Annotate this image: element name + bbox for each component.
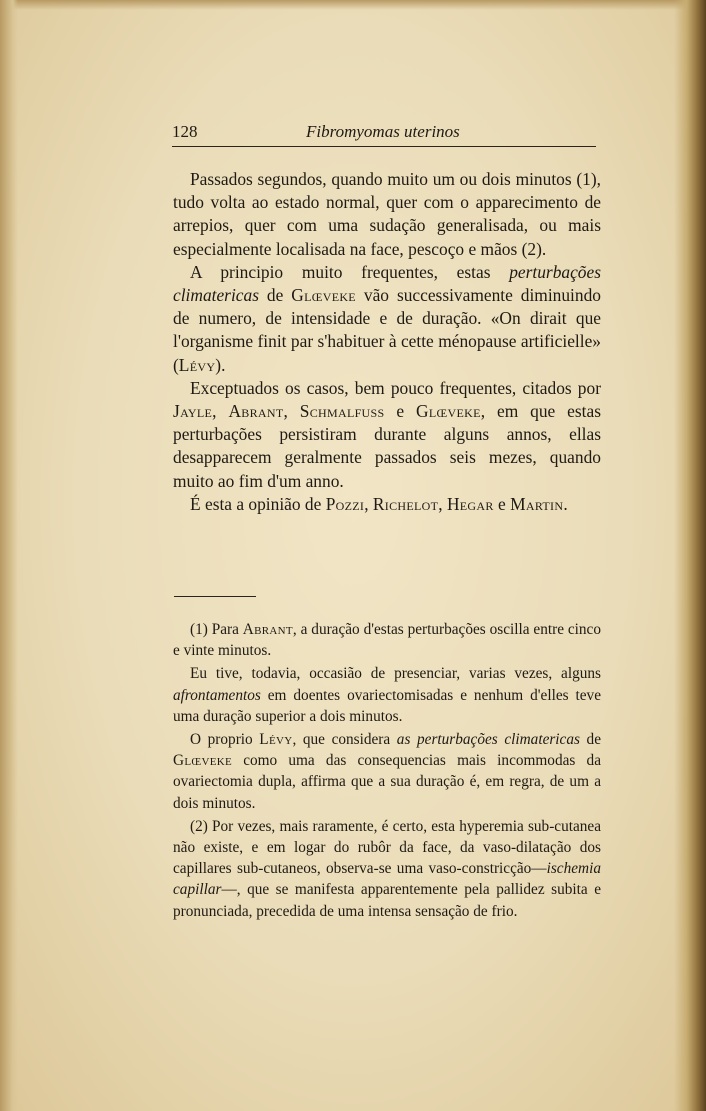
author-name: Lévy bbox=[178, 354, 216, 375]
author-name: Glœveke bbox=[291, 285, 356, 306]
author-name: Glœveke bbox=[173, 752, 232, 770]
footnote: (2) Por vezes, mais raramente, é certo, esta hyperemia sub-cutanea não existe, e em logar do rubôr da face, da vaso-dilatação dos capillares sub-cutaneos, observa-se uma vaso-constricção—ischemia capillar—, que se manifesta apparentemente pela pallidez subita e pronunciada, precedida de uma intensa sensação de frio. bbox=[173, 817, 601, 920]
footnote: (1) Para Abrant, a duração d'estas perturbações oscilla entre cinco e vinte minutos. bbox=[173, 621, 601, 660]
author-name: Pozzi bbox=[325, 493, 365, 514]
author-name: Richelot bbox=[372, 493, 439, 514]
author-name: Martin bbox=[510, 493, 564, 514]
footnote: Eu tive, todavia, occasião de presenciar, varias vezes, alguns afrontamentos em doentes ovariectomisadas e nenhum d'elles teve uma duração superior a dois minutos. bbox=[173, 665, 601, 725]
footnote: O proprio Lévy, que considera as perturbações climatericas de Glœveke como uma das consequencias mais incommodas da ovariectomia dupla, affirma que a sua duração é, em regra, de um a dois minutos. bbox=[173, 731, 601, 812]
author-name: Abrant bbox=[228, 401, 284, 422]
running-header bbox=[172, 120, 596, 144]
footnote-rule bbox=[174, 596, 256, 597]
author-name: Hegar bbox=[446, 493, 494, 514]
header-rule bbox=[172, 146, 596, 147]
author-name: Lévy bbox=[259, 731, 293, 749]
footnotes bbox=[173, 619, 601, 924]
main-text bbox=[173, 168, 601, 516]
running-title: Fibromyomas uterinos bbox=[306, 122, 460, 141]
page-top-edge bbox=[0, 0, 706, 10]
paragraph: A principio muito frequentes, estas perturbações climatericas de Glœveke vão successivamente diminuindo de numero, de intensidade e de duração. «On dirait que l'organisme finit par s'habituer à cette ménopause artificielle» (Lévy). bbox=[173, 261, 601, 375]
paragraph: Passados segundos, quando muito um ou dois minutos (1), tudo volta ao estado normal, quer com o apparecimento de arrepios, quer com uma sudação generalisada, ou mais especialmente localisada na face, pescoço e mãos (2). bbox=[173, 169, 601, 259]
paragraph: É esta a opinião de Pozzi, Richelot, Hegar e Martin. bbox=[190, 493, 568, 514]
author-name: Glœveke bbox=[416, 401, 481, 422]
author-name: Abrant bbox=[242, 621, 293, 638]
author-name: Schmalfuss bbox=[299, 401, 385, 422]
author-name: Jayle bbox=[173, 401, 213, 422]
page-number: 128 bbox=[172, 122, 198, 141]
page-left-edge bbox=[0, 0, 18, 1111]
page-gutter-shadow bbox=[674, 0, 706, 1111]
paragraph: Exceptuados os casos, bem pouco frequentes, citados por Jayle, Abrant, Schmalfuss e Glœveke, em que estas perturbações persistiram durante alguns annos, ellas desapparecem geralmente passados seis mezes, quando muito ao fim d'um anno. bbox=[173, 377, 601, 491]
